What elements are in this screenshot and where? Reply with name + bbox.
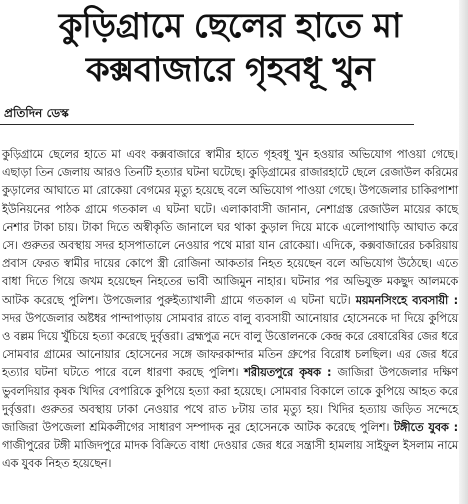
subhead-mymensingh: ময়মনসিংহে ব্যবসায়ী : — [355, 293, 458, 307]
headline-line-1: কুড়িগ্রামে ছেলের হাতে মা — [58, 6, 402, 46]
subhead-tongi: টঙ্গীতে যুবক : — [393, 421, 458, 435]
paragraph-tongi: গাজীপুরের টঙ্গী মাজিদপুরে মাদক বিক্রিতে বাধা দেওয়ার জের ধরে সন্ত্রাসী হামলায় সাইফুল ইসলাম নামে এক যুবক নিহত হয়েছেন। — [2, 439, 458, 471]
headline — [0, 4, 460, 92]
byline: প্রতিদিন ডেস্ক — [4, 106, 69, 120]
subhead-shariatpur: শরীয়তপুরে কৃষক : — [244, 366, 338, 380]
headline-line-2: কক্সবাজারে গৃহবধূ খুন — [85, 50, 375, 90]
page-edge-shadow — [459, 0, 468, 504]
paragraph-shariatpur: জাজিরা উপজেলার দক্ষিণ ভুবলদিয়ার কৃষক খিদির বেপারিকে কুপিয়ে হত্যা করা হয়েছে। সোমবার বিকালে তাকে কুপিয়ে আহত করে দুর্বৃত্তরা। গুরুতর অবস্থায় ঢাকা নেওয়ার পথে রাত ৮টায় তার মৃত্যু হয়। খিদির হত্যায় জড়িত সন্দেহে জাজিরা উপজেলা শ্রমিকলীগের সাধারণ সম্পাদক নুর হোসেনকে আটক করেছে পুলিশ। — [2, 366, 458, 435]
byline-divider — [0, 124, 414, 125]
article-body — [2, 146, 458, 474]
paragraph-mymensingh: সদর উপজেলার অষ্টধর পান্দাপাড়ায় সোমবার রাতে বালু ব্যবসায়ী আনোয়ার হোসেনকে দা দিয়ে কুপিয়ে ও বল্লম দিয়ে খুঁচিয়ে হত্যা করেছে দুর্বৃত্তরা। ব্রহ্মপুত্র নদে বালু উত্তোলনকে কেন্দ্র করে রেষারেষির জের ধরে সোমবার গ্রামের আনোয়ার হোসেনের সঙ্গে জাফরকান্দার মতিন গ্রুপের বিরোধ চলছিল। এর জের ধরে হত্যার ঘটনা ঘটতে পারে বলে ধারণা করছে পুলিশ। — [2, 311, 458, 380]
article-intro: কুড়িগ্রামে ছেলের হাতে মা এবং কক্সবাজারে স্বামীর হাতে গৃহবধূ খুন হওয়ার অভিযোগ পাওয়া গেছে। এছাড়া তিন জেলায় আরও তিনটি হত্যার ঘটনা ঘটেছে। কুড়িগ্রামের রাজারহাটে ছেলে রেজাউল করিমের কুড়ালের আঘাতে মা রোকেয়া বেগমের মৃত্যু হয়েছে বলে অভিযোগ পাওয়া গেছে। উপজেলার চাকিরপাশা ইউনিয়নের পাঠক গ্রামে গতকাল এ ঘটনা ঘটে। এলাকাবাসী জানান, নেশাগ্রস্ত রেজাউল মায়ের কাছে নেশার টাকা চায়। টাকা দিতে অস্বীকৃতি জানালে ঘর থাকা কুড়াল দিয়ে মাকে এলোপাথাড়ি আঘাত করে সে। গুরুতর অবস্থায় সদর হাসপাতালে নেওয়ার পথে মারা যান রোকেয়া। এদিকে, কক্সবাজারের চকরিয়ায় প্রবাস ফেরত স্বামীর দায়ের কোপে স্ত্রী রোজিনা আকতার নিহত হয়েছেন বলে অভিযোগ উঠেছে। এতে বাধা দিতে গিয়ে জখম হয়েছেন নিহতের ভাবী আজিমুন নাহার। ঘটনার পর অভিযুক্ত মকছুদ আলমকে আটক করেছে পুলিশ। উপজেলার পুরুইত্যাখালী গ্রামে গতকাল এ ঘটনা ঘটে। — [2, 148, 458, 307]
